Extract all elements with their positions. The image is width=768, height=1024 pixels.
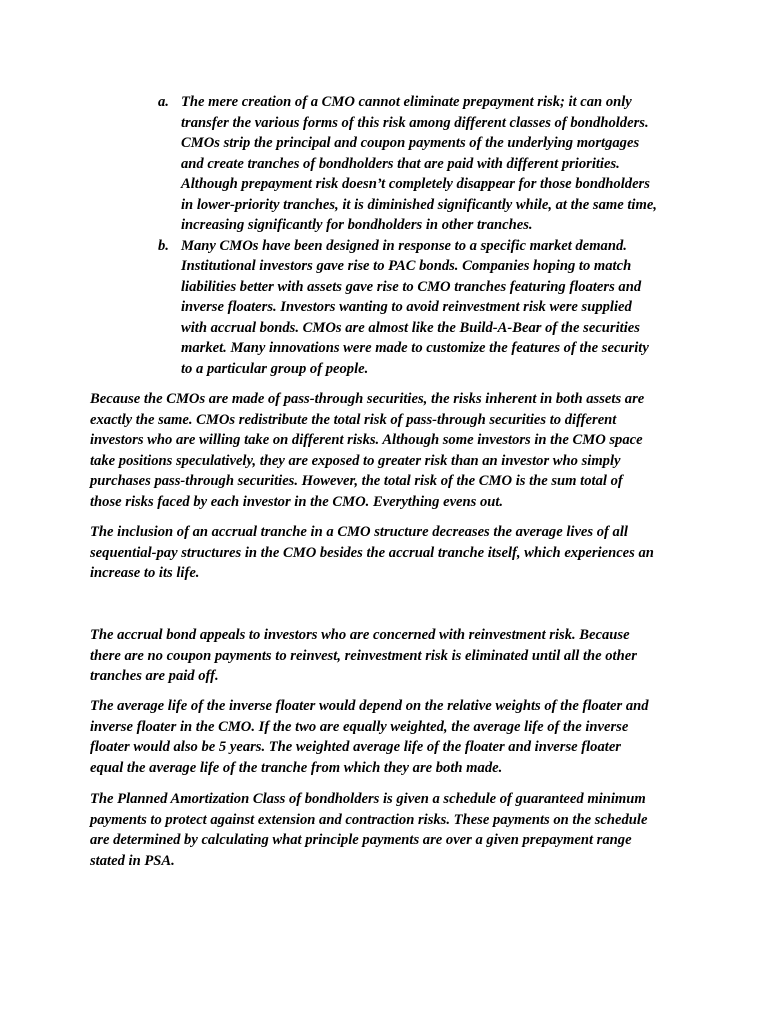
paragraph-line: The average life of the inverse floater would depend on the relative weights of the floater and [90, 698, 649, 714]
list-marker-b: b. [158, 237, 169, 254]
list-item-a-line: CMOs strip the principal and coupon payments of the underlying mortgages [181, 135, 640, 151]
paragraph-line: investors who are willing take on different risks. Although some investors in the CMO space [90, 432, 643, 448]
paragraph-line: equal the average life of the tranche from which they are both made. [90, 759, 503, 776]
list-item-b-line: Institutional investors gave rise to PAC bonds. Companies hoping to match [181, 258, 632, 274]
list-item-b-line: market. Many innovations were made to customize the features of the security [181, 340, 649, 356]
paragraph-line: there are no coupon payments to reinvest, reinvestment risk is eliminated until all the other [90, 647, 637, 664]
paragraph-line: floater would also be 5 years. The weighted average life of the floater and inverse floater [90, 739, 621, 755]
paragraph-line: tranches are paid off. [90, 668, 219, 684]
paragraph-line: exactly the same. CMOs redistribute the total risk of pass-through securities to different [90, 411, 617, 428]
paragraph-line: The inclusion of an accrual tranche in a CMO structure decreases the average lives of all [90, 524, 628, 540]
paragraph-line: increase to its life. [90, 565, 200, 581]
paragraph-line: payments to protect against extension and contraction risks. These payments on the schedule [90, 811, 648, 828]
paragraph-line: those risks faced by each investor in the CMO. Everything evens out. [90, 493, 504, 510]
list-item-a-line: in lower-priority tranches, it is diminished significantly while, at the same time, [181, 196, 657, 213]
list-item-b [158, 236, 688, 380]
paragraph-line: The accrual bond appeals to investors who are concerned with reinvestment risk. Because [90, 627, 630, 643]
paragraph-line: stated in PSA. [90, 852, 175, 869]
paragraph-line: sequential-pay structures in the CMO besides the accrual tranche itself, which experiences an [90, 544, 654, 561]
list-item-b-line: inverse floaters. Investors wanting to avoid reinvestment risk were supplied [181, 299, 632, 315]
paragraph-pass-through-risk [90, 389, 690, 512]
list-item-a-line: increasing significantly for bondholders in other tranches. [181, 217, 533, 233]
paragraph-line: take positions speculatively, they are exposed to greater risk than an investor who simply [90, 452, 621, 469]
list-item-b-line: Many CMOs have been designed in response to a specific market demand. [181, 237, 627, 254]
list-item-a-line: The mere creation of a CMO cannot eliminate prepayment risk; it can only [181, 94, 632, 110]
paragraph-accrual-bond [90, 625, 690, 687]
list-item-a-line: and create tranches of bondholders that are paid with different priorities. [181, 155, 620, 172]
list-marker-a: a. [158, 94, 169, 110]
list-item-b-line: to a particular group of people. [181, 360, 369, 377]
answer-list [158, 92, 688, 379]
paragraph-inverse-floater [90, 696, 690, 778]
list-item-a-line: Although prepayment risk doesn’t completely disappear for those bondholders [181, 176, 650, 192]
list-item-a [158, 92, 688, 236]
list-item-b-line: with accrual bonds. CMOs are almost like the Build-A-Bear of the securities [181, 319, 640, 336]
paragraph-line: The Planned Amortization Class of bondholders is given a schedule of guaranteed minimum [90, 791, 646, 807]
paragraph-line: are determined by calculating what principle payments are over a given prepayment range [90, 832, 632, 848]
paragraph-line: Because the CMOs are made of pass-through securities, the risks inherent in both assets are [90, 391, 645, 407]
paragraph-pac-bonds [90, 789, 690, 871]
paragraph-line: inverse floater in the CMO. If the two are equally weighted, the average life of the inverse [90, 718, 629, 735]
list-item-a-line: transfer the various forms of this risk among different classes of bondholders. [181, 114, 649, 131]
paragraph-line: purchases pass-through securities. However, the total risk of the CMO is the sum total of [90, 473, 623, 489]
paragraph-accrual-tranche [90, 522, 690, 584]
list-item-b-line: liabilities better with assets gave rise to CMO tranches featuring floaters and [181, 278, 642, 295]
